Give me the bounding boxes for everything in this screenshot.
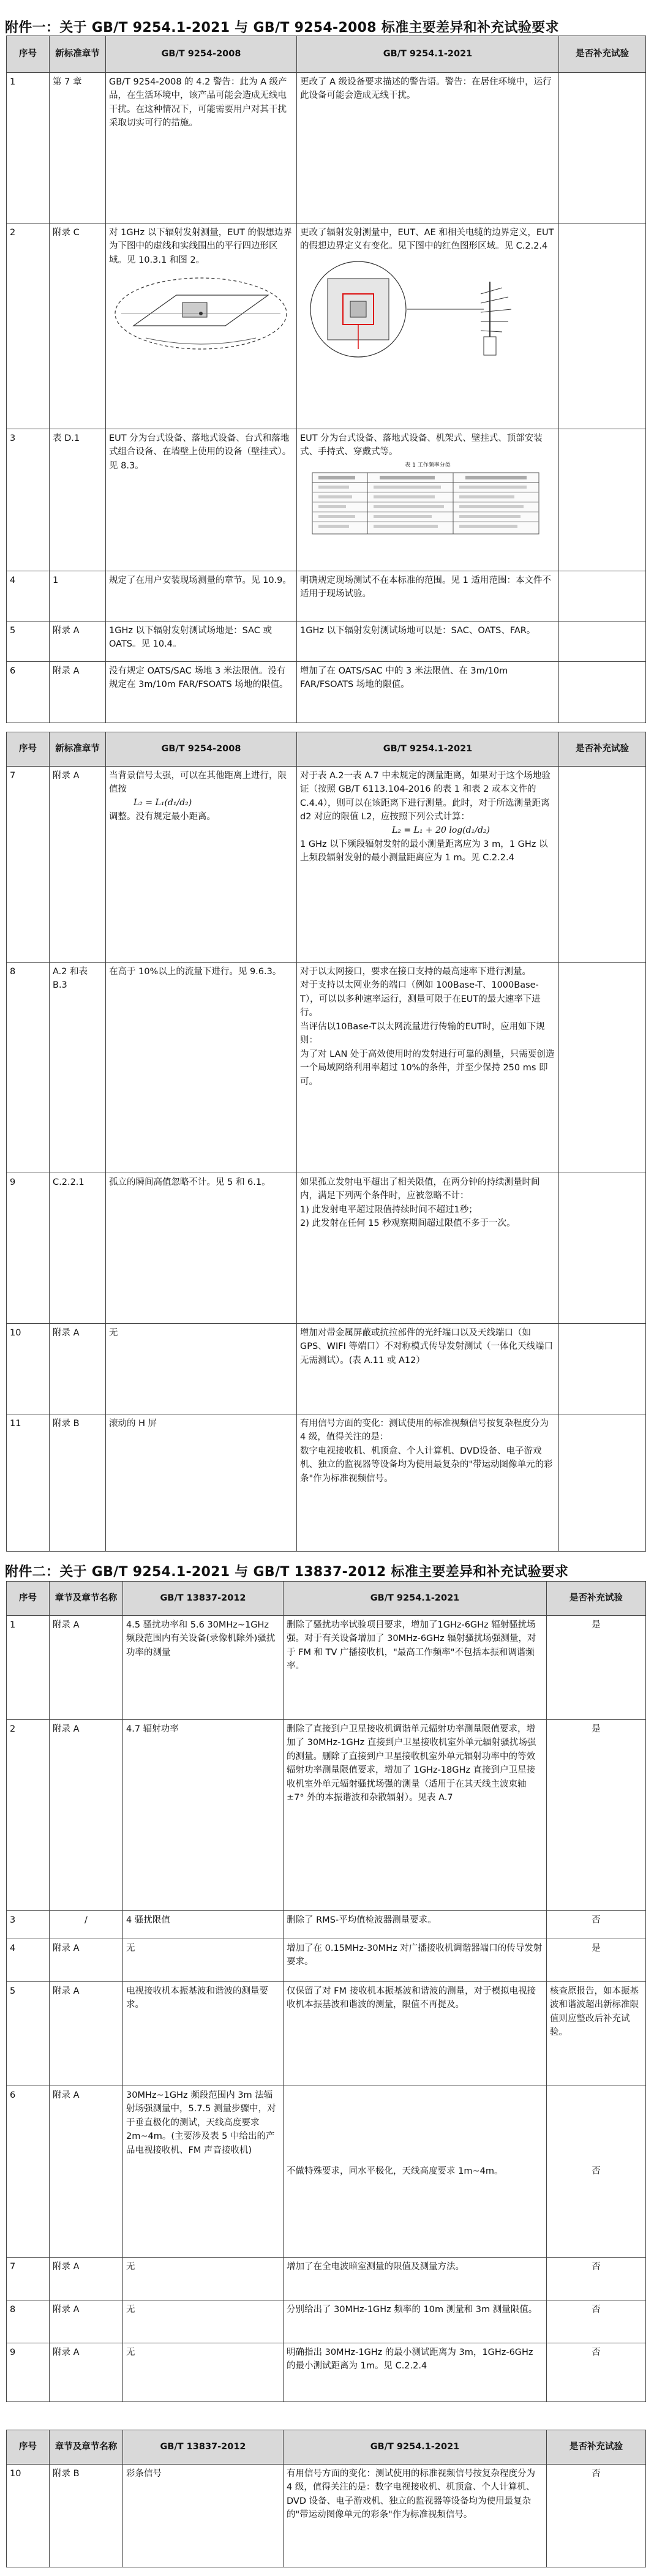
row-old-text: 1GHz 以下辐射发射测试场地是：SAC 或 OATS。见 10.4。 bbox=[106, 621, 297, 662]
col-header-new-standard: GB/T 9254.1-2021 bbox=[284, 2430, 547, 2465]
table-row bbox=[7, 1414, 646, 1552]
row-supplementary: 是 bbox=[547, 1616, 646, 1720]
row-new-text: 增加了在 OATS/SAC 中的 3 米法限值、在 3m/10m FAR/FSOATS 场地的限值。 bbox=[297, 662, 559, 723]
row-section: 附录 B bbox=[50, 2465, 123, 2567]
row-section: A.2 和表 B.3 bbox=[50, 963, 106, 1173]
row-new-cell bbox=[297, 223, 559, 429]
row-old-text: 当背景信号太强，可以在其他距离上进行，限值按 bbox=[109, 771, 287, 795]
row-new-text: 不做特殊要求，同水平极化，天线高度要求 1m~4m。 bbox=[284, 2086, 547, 2258]
row-no: 10 bbox=[7, 1324, 50, 1414]
row-no: 7 bbox=[7, 767, 50, 963]
row-no: 3 bbox=[7, 429, 50, 571]
row-old-text: 滚动的 H 屏 bbox=[106, 1414, 297, 1552]
row-section: 附录 A bbox=[50, 1616, 123, 1720]
row-supplementary: 否 bbox=[547, 2300, 646, 2343]
col-header-no: 序号 bbox=[7, 1582, 50, 1616]
row-no: 5 bbox=[7, 1982, 50, 2086]
col-header-section: 新标准章节 bbox=[50, 732, 106, 767]
row-no: 5 bbox=[7, 621, 50, 662]
row-section: 附录 A bbox=[50, 1324, 106, 1414]
row-new-cell bbox=[297, 963, 559, 1173]
table-row bbox=[7, 1616, 646, 1720]
table-header-row bbox=[7, 36, 646, 73]
col-header-new-standard: GB/T 9254.1-2021 bbox=[297, 732, 559, 767]
row-new-text: 增加对带金属屏蔽或抗拉部件的光纤端口以及天线端口（如 GPS、WIFI 等端口）不对称模式传导发射测试（一体化天线端口无需测试）。(表 A.11 或 A12） bbox=[297, 1324, 559, 1414]
row-old-text: 规定了在用户安装现场测量的章节。见 10.9。 bbox=[106, 571, 297, 621]
col-header-new-standard: GB/T 9254.1-2021 bbox=[284, 1582, 547, 1616]
row-section: 第 7 章 bbox=[50, 73, 106, 223]
col-header-supplementary-test: 是否补充试验 bbox=[559, 732, 646, 767]
formula-limit-conversion: L₂ = L₁ + 20 log(d₁/d₂) bbox=[392, 825, 491, 835]
row-new-text: 对于表 A.2一表 A.7 中未规定的测量距离，如果对于这个场地验证（按照 GB/T 6113.104-2016 的表 1 和表 2 或本文件的 C.4.4），则可以在该距离下进行测量。此时，对于所选测量距离 d2 对应的限值 L2，应按照下列公式计算： bbox=[300, 771, 551, 822]
row-new-text: 明确规定现场测试不在本标准的范围。见 1 适用范围：本文件不适用于现场试验。 bbox=[297, 571, 559, 621]
row-section: 附录 B bbox=[50, 1414, 106, 1552]
row-no: 3 bbox=[7, 1911, 50, 1939]
table-row bbox=[7, 662, 646, 723]
row-old-text: 4.7 辐射功率 bbox=[123, 1720, 284, 1911]
row-supplementary: 是 bbox=[547, 1939, 646, 1982]
row-new-text: 明确指出 30MHz-1GHz 的最小测试距离为 3m，1GHz-6GHz 的最小测试距离为 1m。见 C.2.2.4 bbox=[284, 2343, 547, 2402]
row-no: 1 bbox=[7, 1616, 50, 1720]
row-section: 附录 C bbox=[50, 223, 106, 429]
row-old-text: 调整。没有规定最小距离。 bbox=[109, 811, 216, 822]
row-section: 附录 A bbox=[50, 1720, 123, 1911]
col-header-section: 新标准章节 bbox=[50, 36, 106, 73]
table-row bbox=[7, 223, 646, 429]
col-header-old-standard: GB/T 13837-2012 bbox=[123, 1582, 284, 1616]
row-supplementary: 否 bbox=[547, 2086, 646, 2258]
row-supplementary bbox=[559, 571, 646, 621]
formula-distance-scaling: L₂ = L₁(d₁/d₂) bbox=[133, 797, 192, 808]
row-supplementary: 核查原报告，如本振基波和谐波超出新标准限值则应整改后补充试验。 bbox=[547, 1982, 646, 2086]
table-row bbox=[7, 767, 646, 963]
col-header-no: 序号 bbox=[7, 2430, 50, 2465]
row-new-text: 当评估以10Base-T以太网流量进行传输的EUT时，应用如下规则： bbox=[300, 1021, 545, 1046]
table-row bbox=[7, 621, 646, 662]
row-supplementary: 否 bbox=[547, 2343, 646, 2402]
table-header-row bbox=[7, 732, 646, 767]
row-new-text: 有用信号方面的变化：测试使用的标准视频信号按复杂程度分为 4 级，值得关注的是： bbox=[300, 1419, 549, 1443]
row-section: 表 D.1 bbox=[50, 429, 106, 571]
table-row bbox=[7, 1911, 646, 1939]
table-row bbox=[7, 571, 646, 621]
col-header-new-standard: GB/T 9254.1-2021 bbox=[297, 36, 559, 73]
row-new-text: 更改了辐射发射测量中，EUT、AE 和相关电缆的边界定义，EUT 的假想边界定义有变化。见下图中的红色图形区域。见 C.2.2.4 bbox=[300, 228, 554, 252]
comparison-table-2 bbox=[6, 1581, 646, 2402]
row-no: 2 bbox=[7, 1720, 50, 1911]
row-no: 7 bbox=[7, 2258, 50, 2300]
row-section: 附录 A bbox=[50, 1939, 123, 1982]
row-new-text: 为了对 LAN 处于高效使用时的发射进行可靠的测量，只需要创造一个局域网络利用率超过 10%的条件，并至少保持 250 ms 即可。 bbox=[300, 1049, 555, 1087]
row-supplementary: 否 bbox=[547, 1911, 646, 1939]
table-row bbox=[7, 2465, 646, 2567]
row-supplementary bbox=[559, 1414, 646, 1552]
row-old-text: 电视接收机本振基波和谐波的测量要求。 bbox=[123, 1982, 284, 2086]
eut-boundary-diagram-old bbox=[109, 271, 293, 356]
embedded-classification-table-image bbox=[300, 470, 551, 538]
row-supplementary: 否 bbox=[547, 2258, 646, 2300]
row-supplementary bbox=[559, 429, 646, 571]
col-header-old-standard: GB/T 13837-2012 bbox=[123, 2430, 284, 2465]
row-supplementary: 否 bbox=[547, 2465, 646, 2567]
row-new-text: 有用信号方面的变化：测试使用的标准视频信号按复杂程度分为 4 级，值得关注的是：数字电视接收机、机顶盒、个人计算机、DVD 设备、电子游戏机、独立的监视器等设备均为使用最复杂的"带运动图像单元的彩条"作为标准视频信号。 bbox=[284, 2465, 547, 2567]
row-new-text: 删除了 RMS-平均值检波器测量要求。 bbox=[284, 1911, 547, 1939]
table-row bbox=[7, 73, 646, 223]
row-section: 附录 A bbox=[50, 2343, 123, 2402]
row-supplementary bbox=[559, 1173, 646, 1324]
row-no: 6 bbox=[7, 2086, 50, 2258]
row-supplementary bbox=[559, 1324, 646, 1414]
row-section: 附录 A bbox=[50, 2258, 123, 2300]
table-row bbox=[7, 1982, 646, 2086]
table-row bbox=[7, 963, 646, 1173]
table-header-row bbox=[7, 1582, 646, 1616]
row-new-text: 2) 此发射在任何 15 秒观察期间超过限值不多于一次。 bbox=[300, 1219, 516, 1229]
table-row bbox=[7, 1173, 646, 1324]
row-old-text: 无 bbox=[123, 1939, 284, 1982]
row-old-text: 无 bbox=[123, 2300, 284, 2343]
row-old-cell bbox=[106, 223, 297, 429]
row-old-text: 没有规定 OATS/SAC 场地 3 米法限值。没有规定在 3m/10m FAR/FSOATS 场地的限值。 bbox=[106, 662, 297, 723]
row-old-text: GB/T 9254-2008 的 4.2 警告：此为 A 级产品，在生活环境中，该产品可能会造成无线电干扰。在这种情况下，可能需要用户对其干扰采取切实可行的措施。 bbox=[106, 73, 297, 223]
col-header-section: 章节及章节名称 bbox=[50, 2430, 123, 2465]
row-old-cell bbox=[106, 767, 297, 963]
col-header-supplementary-test: 是否补充试验 bbox=[547, 2430, 646, 2465]
row-new-text: 增加了在全电波暗室测量的限值及测量方法。 bbox=[284, 2258, 547, 2300]
row-supplementary bbox=[559, 963, 646, 1173]
row-section: 附录 A bbox=[50, 621, 106, 662]
row-supplementary bbox=[559, 223, 646, 429]
row-new-text: 如果孤立发射电平超出了相关限值，在两分钟的持续测量时间内，满足下列两个条件时，应被忽略不计： bbox=[300, 1177, 540, 1201]
row-new-text: 1GHz 以下辐射发射测试场地可以是：SAC、OATS、FAR。 bbox=[297, 621, 559, 662]
row-no: 10 bbox=[7, 2465, 50, 2567]
table-row bbox=[7, 1939, 646, 1982]
table-row bbox=[7, 2086, 646, 2258]
row-new-text: 分别给出了 30MHz-1GHz 频率的 10m 测量和 3m 测量限值。 bbox=[284, 2300, 547, 2343]
row-old-text: 对 1GHz 以下辐射发射测量，EUT 的假想边界为下图中的虚线和实线围出的平行四边形区域。见 10.3.1 和图 2。 bbox=[109, 228, 292, 265]
row-section: 附录 A bbox=[50, 767, 106, 963]
col-header-section: 章节及章节名称 bbox=[50, 1582, 123, 1616]
row-no: 11 bbox=[7, 1414, 50, 1552]
row-new-text: 1 GHz 以下频段辐射发射的最小测量距离应为 3 m，1 GHz 以上频段辐射发射的最小测量距离应为 1 m。见 C.2.2.4 bbox=[300, 839, 548, 863]
row-section: / bbox=[50, 1911, 123, 1939]
row-old-text: EUT 分为台式设备、落地式设备、台式和落地式组合设备、在墙壁上使用的设备（壁挂式）。见 8.3。 bbox=[106, 429, 297, 571]
row-new-cell bbox=[297, 767, 559, 963]
row-no: 9 bbox=[7, 2343, 50, 2402]
row-new-text: 更改了 A 级设备要求描述的警告语。警告：在居住环境中，运行此设备可能会造成无线干扰。 bbox=[297, 73, 559, 223]
row-new-text: 删除了直接到户卫星接收机调谐单元辐射功率测量限值要求，增加了 30MHz-1GHz 直接到户卫星接收机室外单元辐射骚扰场强的测量。删除了直接到户卫星接收机室外单元辐射功率中的等效辐射功率测量限值要求，增加了 1GHz-18GHz 直接到户卫星接收机室外单元辐射骚扰场强的测量（适用于在其天线主波束轴 ±7° 外的本振谐波和杂散辐射）。见表 A.7 bbox=[284, 1720, 547, 1911]
appendix-1-title: 附件一：关于 GB/T 9254.1-2021 与 GB/T 9254-2008 标准主要差异和补充试验要求 bbox=[5, 20, 559, 36]
row-no: 9 bbox=[7, 1173, 50, 1324]
row-old-text: 无 bbox=[106, 1324, 297, 1414]
row-no: 8 bbox=[7, 2300, 50, 2343]
row-section: C.2.2.1 bbox=[50, 1173, 106, 1324]
row-old-text: 4 骚扰限值 bbox=[123, 1911, 284, 1939]
eut-boundary-diagram-new bbox=[300, 257, 551, 361]
row-section: 附录 A bbox=[50, 2086, 123, 2258]
row-section: 附录 A bbox=[50, 662, 106, 723]
row-old-text: 彩条信号 bbox=[123, 2465, 284, 2567]
appendix-2-title: 附件二：关于 GB/T 9254.1-2021 与 GB/T 13837-2012 标准主要差异和补充试验要求 bbox=[5, 1564, 569, 1580]
row-old-text: 孤立的瞬间高值忽略不计。见 5 和 6.1。 bbox=[106, 1173, 297, 1324]
row-supplementary: 是 bbox=[547, 1720, 646, 1911]
table-row bbox=[7, 1720, 646, 1911]
col-header-supplementary-test: 是否补充试验 bbox=[559, 36, 646, 73]
table-header-row bbox=[7, 2430, 646, 2465]
table-row bbox=[7, 1324, 646, 1414]
row-section: 附录 A bbox=[50, 1982, 123, 2086]
table-row bbox=[7, 2258, 646, 2300]
col-header-supplementary-test: 是否补充试验 bbox=[547, 1582, 646, 1616]
row-old-text: 无 bbox=[123, 2258, 284, 2300]
row-new-text: EUT 分为台式设备、落地式设备、机架式、壁挂式、顶部安装式、手持式、穿戴式等。 bbox=[300, 434, 543, 457]
row-supplementary bbox=[559, 621, 646, 662]
comparison-table-1 bbox=[6, 36, 646, 723]
row-supplementary bbox=[559, 662, 646, 723]
row-no: 8 bbox=[7, 963, 50, 1173]
table-row bbox=[7, 2300, 646, 2343]
row-section: 1 bbox=[50, 571, 106, 621]
row-supplementary bbox=[559, 767, 646, 963]
row-new-text: 删除了骚扰功率试验项目要求，增加了1GHz-6GHz 辐射骚扰场强。对于有关设备增加了 30MHz-6GHz 辐射骚扰场强测量，对于 FM 和 TV 广播接收机，"最高工作频率"不包括本振和调谐频率。 bbox=[284, 1616, 547, 1720]
row-new-text: 对于以太网接口，要求在接口支持的最高速率下进行测量。 bbox=[300, 967, 531, 977]
row-new-text: 数字电视接收机、机顶盒、个人计算机、DVD设备、电子游戏机、独立的监视器等设备均为使用最复杂的"带运动图像单元的彩条"作为标准视频信号。 bbox=[300, 1446, 553, 1484]
row-no: 6 bbox=[7, 662, 50, 723]
row-no: 1 bbox=[7, 73, 50, 223]
table-row bbox=[7, 429, 646, 571]
row-new-text: 增加了在 0.15MHz-30MHz 对广播接收机调谐器端口的传导发射要求。 bbox=[284, 1939, 547, 1982]
row-old-text: 无 bbox=[123, 2343, 284, 2402]
row-new-text: 仅保留了对 FM 接收机本振基波和谐波的测量，对于模拟电视接收机本振基波和谐波的测量，限值不再提及。 bbox=[284, 1982, 547, 2086]
row-no: 4 bbox=[7, 571, 50, 621]
row-new-text: 1) 此发射电平超过限值持续时间不超过1秒； bbox=[300, 1204, 478, 1215]
row-supplementary bbox=[559, 73, 646, 223]
row-old-text: 在高于 10%以上的流量下进行。见 9.6.3。 bbox=[106, 963, 297, 1173]
row-old-text: 4.5 骚扰功率和 5.6 30MHz~1GHz 频段范围内有关设备(录像机除外)骚扰功率的测量 bbox=[123, 1616, 284, 1720]
col-header-no: 序号 bbox=[7, 732, 50, 767]
row-no: 4 bbox=[7, 1939, 50, 1982]
row-section: 附录 A bbox=[50, 2300, 123, 2343]
row-new-cell bbox=[297, 1173, 559, 1324]
table-row bbox=[7, 2343, 646, 2402]
col-header-old-standard: GB/T 9254-2008 bbox=[106, 36, 297, 73]
row-new-cell bbox=[297, 429, 559, 571]
row-old-text: 30MHz~1GHz 频段范围内 3m 法辐射场强测量中，5.7.5 测量步骤中，对于垂直极化的测试，天线高度要求 2m~4m。(主要涉及表 5 中给出的产品电视接收机、FM 声音接收机) bbox=[123, 2086, 284, 2258]
row-new-cell bbox=[297, 1414, 559, 1552]
comparison-table-1-continued bbox=[6, 732, 646, 1552]
row-new-text: 对于支持以太网业务的端口（例如 100Base-T、1000Base-T），可以以多种速率运行，测量可限于在EUT的最大速率下进行。 bbox=[300, 980, 541, 1018]
col-header-old-standard: GB/T 9254-2008 bbox=[106, 732, 297, 767]
embedded-table-caption: 表 1 工作频率分类 bbox=[405, 462, 451, 468]
comparison-table-2-continued bbox=[6, 2430, 646, 2567]
col-header-no: 序号 bbox=[7, 36, 50, 73]
row-no: 2 bbox=[7, 223, 50, 429]
